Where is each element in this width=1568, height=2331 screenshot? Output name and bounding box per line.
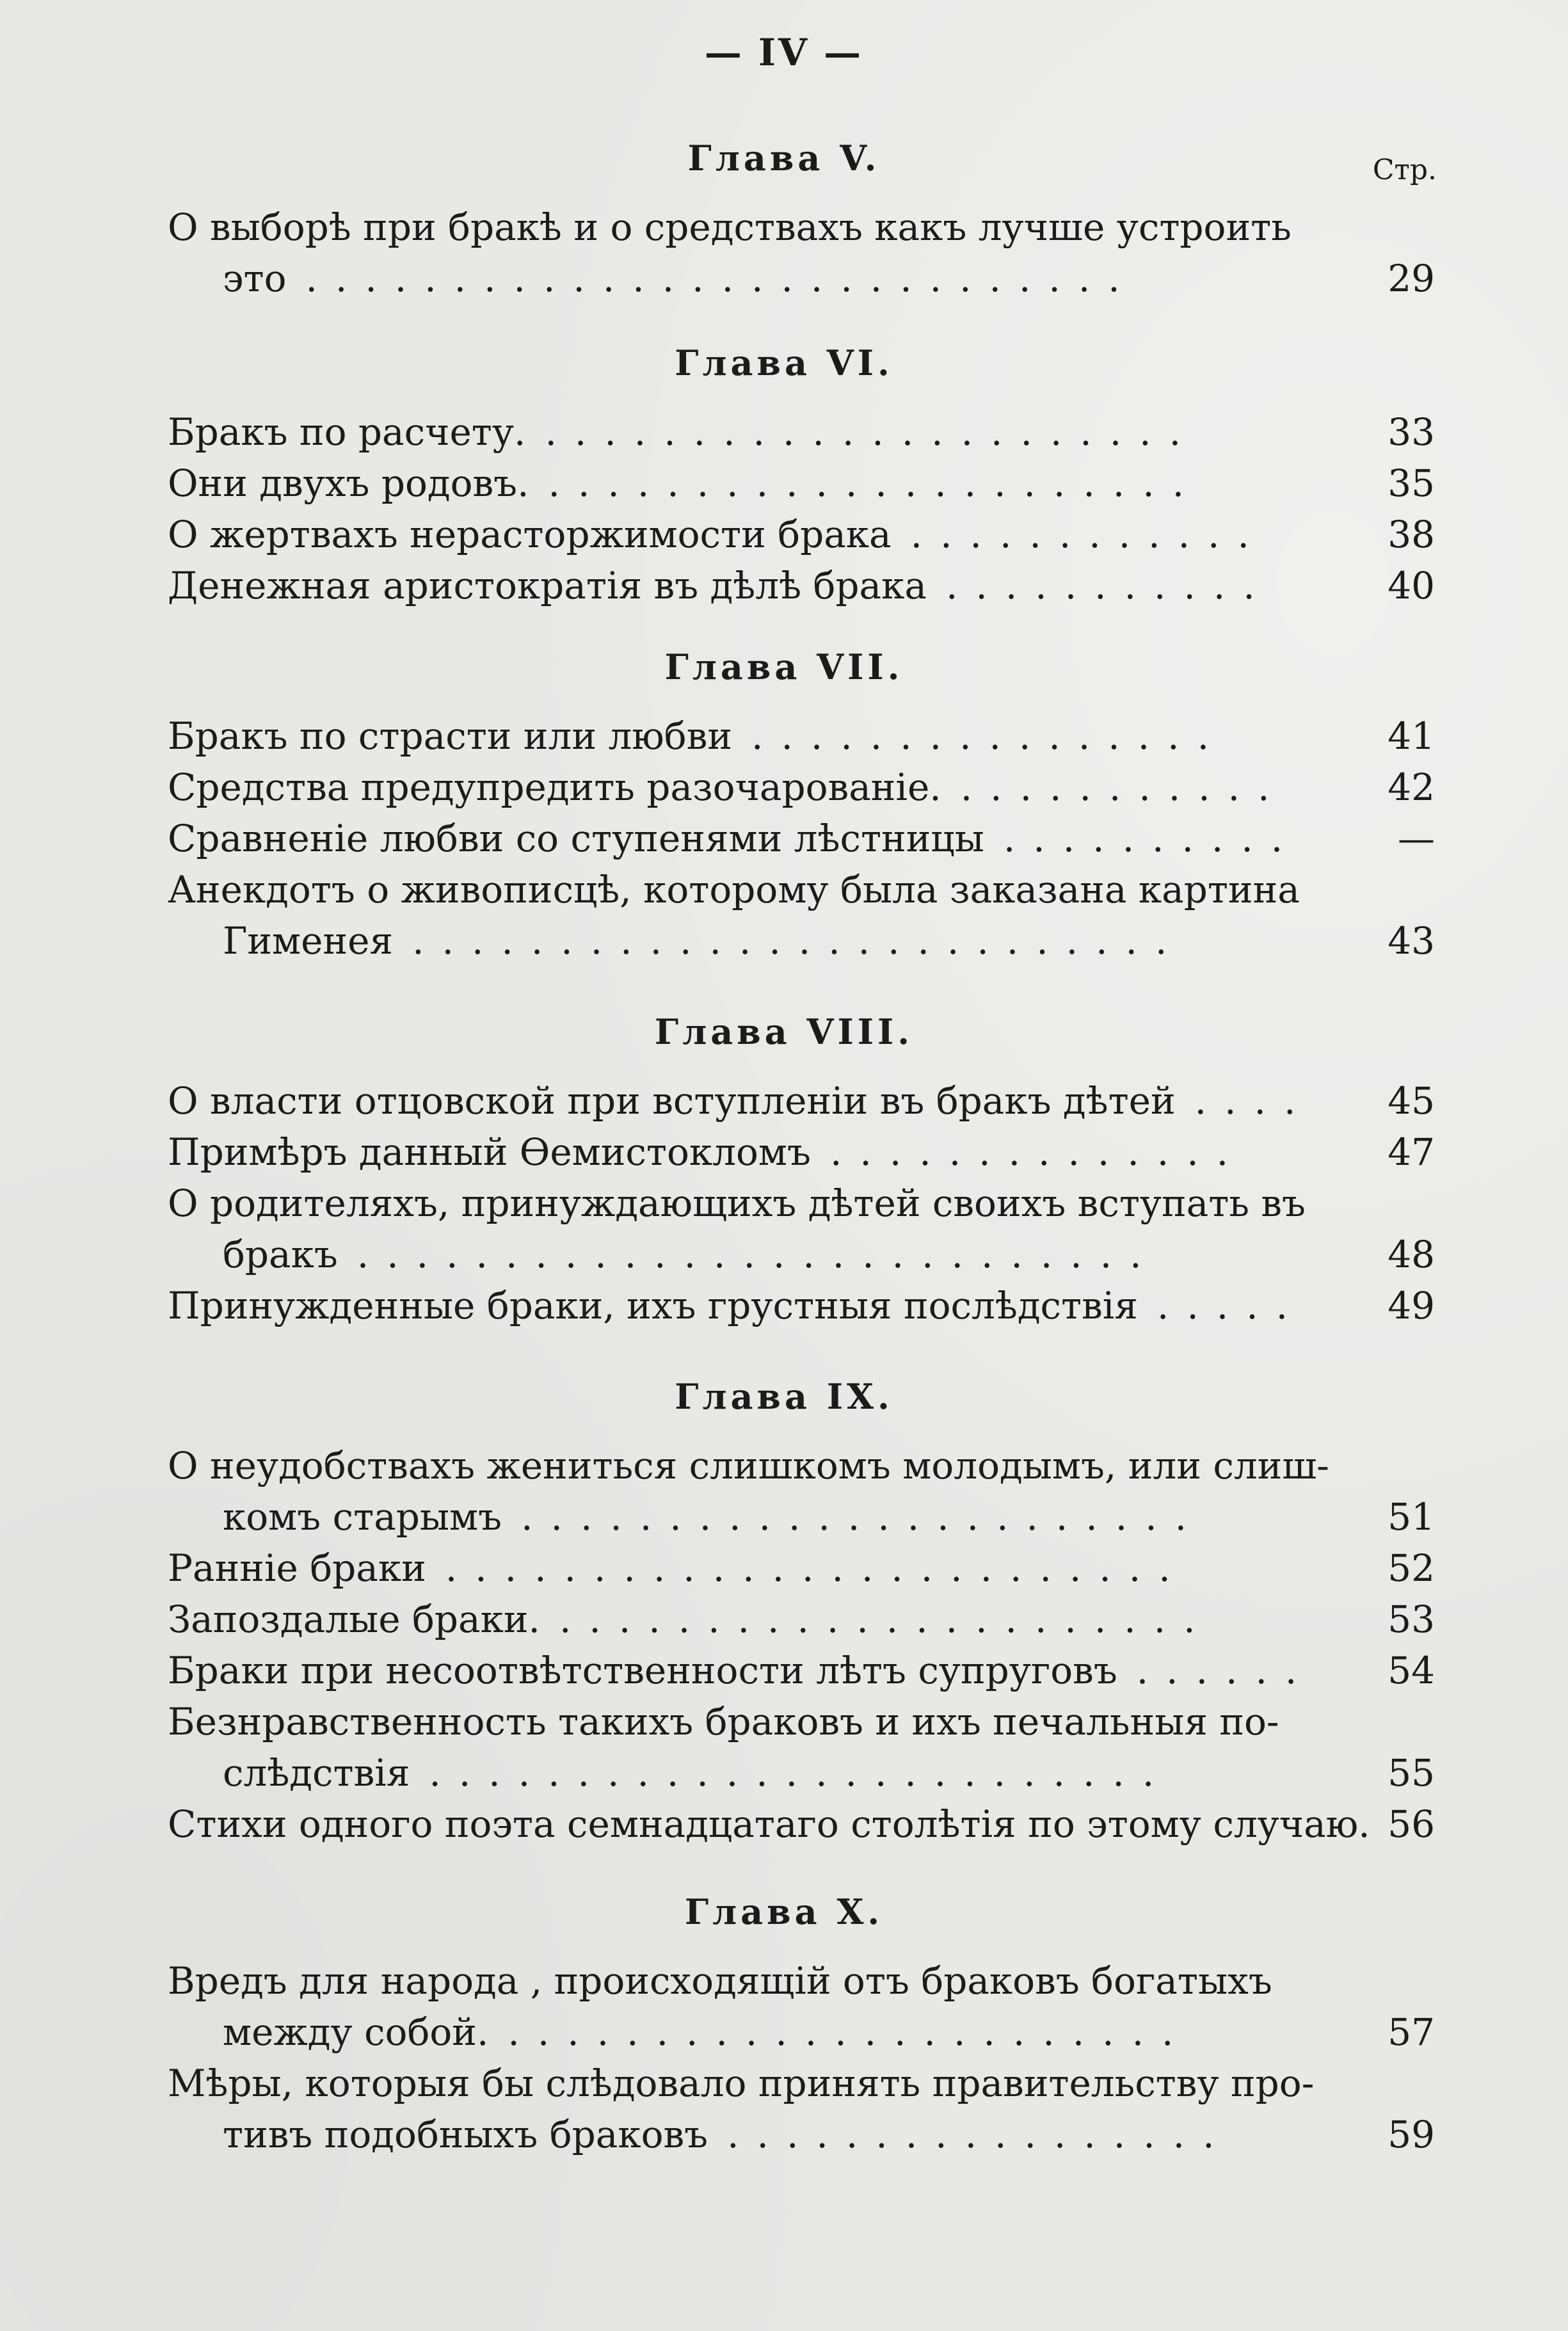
entry-text: Мѣры, которыя бы слѣдовало принять правительству про- <box>168 2062 1315 2105</box>
toc-entry-line <box>168 1594 1435 1645</box>
toc-entry-line <box>168 509 1435 560</box>
entry-text: Средства предупредить разочарованіе. <box>168 765 941 809</box>
toc-entry-line <box>168 1075 1435 1126</box>
page-number <box>0 31 1568 74</box>
page-reference: 40 <box>1388 564 1435 607</box>
toc-entry-line <box>168 1542 1435 1594</box>
entry-text: между собой. <box>223 2010 489 2054</box>
chapter-title: Глава IX. <box>675 1376 893 1417</box>
entry-text: Браки при несоотвѣтственности лѣтъ супруговъ <box>168 1649 1117 1692</box>
toc-entry-line <box>223 1491 1435 1542</box>
toc-entry-line <box>223 253 1435 304</box>
leader-dots: ................. <box>727 2113 1233 2156</box>
entry-text: слѣдствія <box>223 1751 410 1795</box>
page-reference: 38 <box>1388 513 1435 556</box>
leader-dots: .......... <box>1003 817 1301 860</box>
chapter-title: Глава VI. <box>675 342 893 383</box>
leader-dots: ..... <box>1156 1284 1306 1327</box>
entry-text: О жертвахъ нерасторжимости брака <box>168 513 892 556</box>
page-reference: 59 <box>1388 2113 1435 2156</box>
toc-entry-line <box>168 458 1435 509</box>
page-reference: 57 <box>1388 2010 1435 2054</box>
page-reference: 48 <box>1388 1233 1435 1276</box>
leader-dots: ........................... <box>356 1233 1160 1276</box>
entry-text: Вредъ для народа , происходящій отъ браковъ богатыхъ <box>168 1959 1272 2003</box>
page-reference: 54 <box>1388 1649 1435 1692</box>
entry-text: Сравненіе любви со ступенями лѣстницы <box>168 817 984 860</box>
page-reference: 47 <box>1388 1130 1435 1174</box>
leader-dots: ...................... <box>548 461 1203 505</box>
chapter-title: Глава VII. <box>664 646 904 687</box>
toc-entry-line <box>168 1178 1332 1229</box>
page-reference: 35 <box>1388 461 1435 505</box>
leader-dots: ...................... <box>559 1598 1213 1641</box>
entry-text: это <box>223 257 287 300</box>
leader-dots: ................ <box>751 714 1228 758</box>
entry-text: Анекдотъ о живописцѣ, которому была заказана картина <box>168 868 1300 911</box>
entry-text: О власти отцовской при вступленіи въ бракъ дѣтей <box>168 1079 1176 1123</box>
entry-text: О выборѣ при бракѣ и о средствахъ какъ лучше устроить <box>168 205 1292 249</box>
toc-entry-line <box>168 560 1435 611</box>
toc-entry-line <box>168 710 1435 762</box>
entry-text: Запоздалые браки. <box>168 1598 540 1641</box>
entry-text: Бракъ по расчету. <box>168 410 526 454</box>
entry-text: Безнравственность такихъ браковъ и ихъ печальныя по- <box>168 1700 1279 1743</box>
entry-text: Денежная аристократія въ дѣлѣ брака <box>168 564 927 607</box>
entry-text: Они двухъ родовъ. <box>168 461 529 505</box>
page-number-value: IV <box>758 31 810 74</box>
toc-entry-line <box>223 2109 1435 2160</box>
toc-entry-line <box>168 762 1435 813</box>
leader-dots: ............................ <box>305 257 1138 300</box>
entry-text: Принужденные браки, ихъ грустныя послѣдствія <box>168 1284 1138 1327</box>
leader-dots: ...... <box>1136 1649 1315 1692</box>
leader-dots: ......................... <box>445 1546 1188 1590</box>
page-reference: 42 <box>1388 765 1435 809</box>
toc-entry-line <box>168 1696 1332 1747</box>
entry-text: О родителяхъ, принуждающихъ дѣтей своихъ вступать въ <box>168 1182 1306 1225</box>
page-reference: 55 <box>1388 1751 1435 1795</box>
toc-entry-line <box>168 202 1332 253</box>
toc-entry-line <box>223 1229 1435 1280</box>
entry-text: Гименея <box>223 919 394 963</box>
toc-entry-line <box>168 1126 1435 1178</box>
toc-entry-line <box>223 1747 1435 1798</box>
toc-entry-line <box>223 2007 1435 2058</box>
dash-right: — <box>824 31 864 74</box>
page-reference: 43 <box>1388 919 1435 963</box>
entry-text: О неудобствахъ жениться слишкомъ молодымъ, или слиш- <box>168 1444 1329 1487</box>
leader-dots: ....................... <box>521 1495 1205 1539</box>
toc-entry-line <box>168 1440 1332 1491</box>
entry-text: тивъ подобныхъ браковъ <box>223 2113 708 2156</box>
toc-entry-line <box>168 406 1435 458</box>
chapter-title: Глава V. <box>687 138 881 179</box>
toc-entry-line <box>168 864 1332 915</box>
page-reference: 56 <box>1388 1802 1435 1846</box>
chapter-title: Глава VIII. <box>654 1011 914 1052</box>
chapter-title: Глава X. <box>684 1891 884 1932</box>
leader-dots: ...................... <box>545 410 1199 454</box>
toc-entry-line <box>168 1280 1435 1331</box>
page-reference: 45 <box>1388 1079 1435 1123</box>
entry-text: Ранніе браки <box>168 1546 426 1590</box>
page-reference: 41 <box>1388 714 1435 758</box>
leader-dots: .............. <box>829 1130 1247 1174</box>
leader-dots: ......................... <box>429 1751 1172 1795</box>
page-reference: 51 <box>1388 1495 1435 1539</box>
toc-entry-line <box>223 915 1435 966</box>
leader-dots: .... <box>1194 1079 1314 1123</box>
leader-dots: ........... <box>945 564 1273 607</box>
entry-text: Примѣръ данный Ѳемистокломъ <box>168 1130 811 1174</box>
page-reference: 33 <box>1388 410 1435 454</box>
page-reference: 53 <box>1388 1598 1435 1641</box>
page-reference: 49 <box>1388 1284 1435 1327</box>
leader-dots: ............ <box>910 513 1267 556</box>
entry-text: бракъ <box>223 1233 338 1276</box>
page-reference: 29 <box>1388 257 1435 300</box>
toc-entry-line <box>168 1645 1435 1696</box>
toc-entry-line <box>168 1955 1332 2007</box>
toc-entry-line <box>168 1798 1435 1850</box>
toc-entry-line <box>168 813 1435 864</box>
leader-dots: ....................... <box>508 2010 1192 2054</box>
page-column-label: Стр. <box>1372 154 1437 186</box>
leader-dots: .......................... <box>412 919 1185 963</box>
page-reference: — <box>1398 817 1435 860</box>
toc-entry-line <box>168 2058 1332 2109</box>
entry-text: комъ старымъ <box>223 1495 502 1539</box>
page-reference: 52 <box>1388 1546 1435 1590</box>
entry-text: Стихи одного поэта семнадцатаго столѣтія по этому случаю. <box>168 1802 1370 1846</box>
dash-left: — <box>704 31 744 74</box>
leader-dots: ........... <box>960 765 1288 809</box>
entry-text: Бракъ по страсти или любви <box>168 714 733 758</box>
